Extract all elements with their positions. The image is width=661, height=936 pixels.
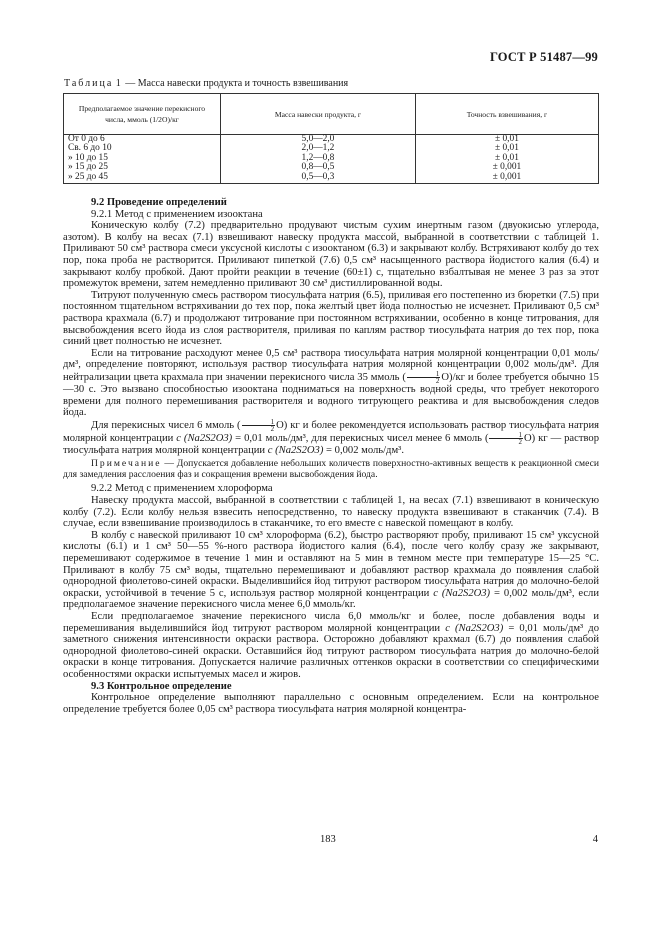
formula-thiosulfate: c (Na2S2O3)	[445, 622, 504, 634]
fraction-half	[242, 419, 276, 432]
standard-header: ГОСТ Р 51487—99	[489, 50, 598, 64]
fraction-denominator: 2	[518, 437, 522, 446]
paragraph	[63, 611, 599, 681]
paragraph: Титруют полученную смесь раствором тиосульфата натрия (6.5), приливая его постепенно из бюретки (7.5) при постоянном тщательном встряхивании до тех пор, пока желтый цвет йода полностью не исчезнет. Приливают 0,5 см³ раствора крахмала (6.7) и продолжают титрование при постоянном встряхивании, особенно в конце титрования, для высвобождения всего йода из слоя растворителя, приливая по каплям раствор тиосульфата натрия до тех пор, пока синий цвет полностью не исчезнет.	[63, 289, 599, 348]
formula-thiosulfate: c (Na2S2O3)	[267, 444, 324, 456]
fraction-denominator: 2	[435, 376, 440, 385]
table-cell: ± 0,01	[415, 144, 598, 153]
paragraph: Контрольное определение выполняют параллельно с основным определением. Если на контрольное определение требуется более 0,05 см³ раствора тиосульфата натрия молярной концентра-	[63, 692, 599, 715]
table-cell: ± 0,01	[415, 135, 598, 145]
table-cell: 1,2—0,8	[221, 154, 416, 163]
text-run: O)/кг и более требуется обычно 15—30 с. Это вызвано способностью изооктана подниматься на поверхность водной среды, что требует некоторого времени для полного перемешивания растворителя и водного титрующего реактива и для высвобождения следов йода.	[63, 371, 599, 419]
text-run: O) кг и более рекомендуется использовать раствор тиосульфата натрия молярной концентрации	[63, 419, 599, 444]
text-run: = 0,01 моль/дм³ до заметного снижения интенсивности окраски раствора. Осторожно добавляют крахмал (6.7) до появления слабой однородной фиолетово-синей окраски. Оставшийся йод титруют раствором тиосульфата натрия до молочно-белой окраски в конце титрования. Допускается наличие различных оттенков окраски в соответствии со специфическими особенностями окраски испытуемых масел и жиров.	[63, 622, 599, 680]
table-header-peroxide: Предполагаемое значение перекисного числа, ммоль (1/2O)/кг	[64, 94, 221, 135]
table-cell: ± 0,001	[415, 173, 598, 184]
text-run: Для перекисных чисел 6 ммоль (	[91, 419, 241, 431]
text-run: O) кг — раствор тиосульфата натрия молярной концентрации	[63, 432, 599, 456]
page-number-right: 4	[592, 834, 598, 845]
text-run: = 0,01 моль/дм³, для перекисных чисел менее 6 ммоль (	[235, 432, 489, 444]
page-number-center: 183	[320, 834, 336, 845]
paragraph	[63, 348, 599, 419]
paragraph: Коническую колбу (7.2) предварительно продувают чистым сухим инертным газом (двуокисью углерода, азотом). В колбу на весах (7.1) взвешивают навеску продукта массой, выбранной в соответствии с таблицей 1. Приливают 50 см³ раствора смеси уксусной кислоты с изооктаном (6.3) и закрывают колбу. Встряхивают колбу до тех пор, пока проба не растворится. Приливают пипеткой (7.6) 0,5 см³ насыщенного раствора йодистого калия (6.4) и закрывают колбу пробкой. Дают пройти реакции в течение (60±1) с, тщательно взбалтывая не менее 3 раз за этот промежуток времени, затем немедленно приливают 30 см³ дистиллированной воды.	[63, 220, 599, 290]
table-cell: » 15 до 25	[64, 163, 221, 172]
text-run: Если предполагаемое значение перекисного числа 6,0 ммоль/кг и более, после добавления воды и перемешивания выделившийся йод титруют раствором молярной концентрации	[63, 611, 599, 634]
document-body	[63, 197, 599, 715]
formula-thiosulfate: c (Na2S2O3)	[433, 587, 491, 599]
table-cell: » 25 до 45	[64, 173, 221, 184]
fraction-numerator: 1	[242, 419, 276, 426]
table-cell: От 0 до 6	[64, 135, 221, 145]
table-cell: 0,8—0,5	[221, 163, 416, 172]
fraction-half	[489, 432, 523, 445]
text-run: = 0,002 моль/дм³.	[326, 444, 404, 456]
table-cell: 5,0—2,0	[221, 135, 416, 145]
table-cell: » 10 до 15	[64, 154, 221, 163]
subsection-heading-9-2-2: 9.2.2 Метод с применением хлороформа	[91, 483, 273, 495]
fraction-numerator: 1	[407, 371, 441, 378]
paragraph	[63, 419, 599, 457]
note	[63, 459, 599, 480]
note-label: Примечание	[91, 458, 162, 470]
formula-thiosulfate: c (Na2S2O3)	[176, 432, 233, 444]
table-caption-number: 1	[115, 78, 123, 89]
table-cell: 2,0—1,2	[221, 144, 416, 153]
section-heading-9-3: 9.3 Контрольное определение	[91, 680, 232, 692]
table-caption	[64, 78, 348, 89]
text-run: = 0,002 моль/дм³, если предполагаемое значение перекисного числа менее 6,0 ммоль/кг.	[63, 587, 600, 611]
fraction-half	[407, 371, 441, 384]
subsection-heading-9-2-1: 9.2.1 Метод с применением изооктана	[91, 208, 263, 220]
note-text: — Допускается добавление небольших количеств поверхностно-активных веществ к реакционной смеси для замедления расслоения фаз и сокращения времени высвобождения йода.	[63, 458, 600, 480]
mass-table	[63, 93, 599, 184]
fraction-numerator: 1	[489, 432, 523, 439]
paragraph: Навеску продукта массой, выбранной в соответствии с таблицей 1, на весах (7.1) взвешивают в коническую колбу (7.2). Если колбу нельзя взвесить непосредственно, то навеску продукта взвешивают в стаканчик (7.4). В случае, если взвешивание производилось в стаканчике, то его вместе с навеской помещают в колбу.	[63, 495, 599, 530]
text-run: В колбу с навеской приливают 10 см³ хлороформа (6.2), быстро растворяют пробу, приливают 15 см³ уксусной кислоты (6.1) и 1 см³ 50—55 %-ного раствора йодистого калия (6.4), после чего колбу сразу же закрывают, перемешивают содержимое в течение 1 мин и оставляют на 5 мин в темном месте при температуре 15—25 °С. Приливают в колбу 75 см³ воды, тщательно перемешивают и добавляют раствор крахмала до появления слабой однородной фиолетово-синей окраски. Выделившийся йод титруют раствором тиосульфата натрия до молочно-белой окраски, устойчивой в течение 5 с, используя раствор молярной концентрации	[63, 529, 599, 599]
table-row	[64, 173, 599, 184]
table-cell: 0,5—0,3	[221, 173, 416, 184]
table-caption-text: — Масса навески продукта и точность взвешивания	[125, 78, 349, 89]
table-cell: Св. 6 до 10	[64, 144, 221, 153]
table-header-mass: Масса навески продукта, г	[221, 94, 416, 135]
table-cell: ± 0,01	[415, 154, 598, 163]
table-caption-label: Таблица	[64, 78, 114, 89]
text-run: Если на титрование расходуют менее 0,5 см³ раствора тиосульфата натрия молярной концентрации 0,01 моль/дм³, определение повторяют, используя раствор тиосульфата натрия молярной концентрации 0,002 моль/дм³. Для нейтрализации цвета крахмала при значении перекисного числа 35 ммоль (	[63, 347, 599, 383]
fraction-denominator: 2	[270, 424, 275, 433]
section-heading-9-2: 9.2 Проведение определений	[91, 197, 227, 208]
table-cell: ± 0,001	[415, 163, 598, 172]
paragraph	[63, 530, 599, 611]
table-header-precision: Точность взвешивания, г	[415, 94, 598, 135]
